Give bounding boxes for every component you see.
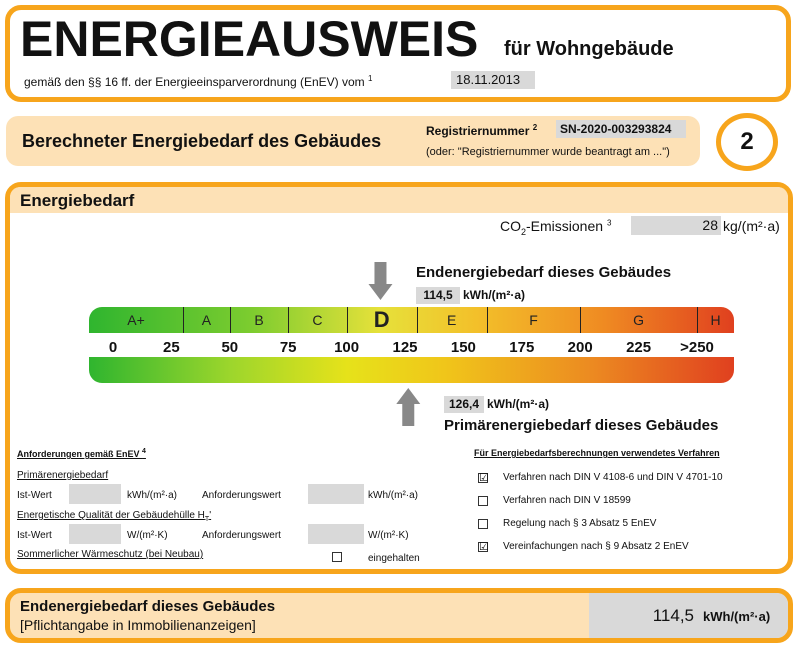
footnote-mark: 1 xyxy=(367,74,373,83)
energy-class-d: D xyxy=(373,307,390,332)
reg-number-label xyxy=(426,123,537,138)
reg-note: (oder: "Registriernummer wurde beantragt am ...") xyxy=(426,146,670,158)
end-energy-unit: kWh/(m²·a) xyxy=(463,288,525,302)
primary-energy-unit: kWh/(m²·a) xyxy=(487,397,549,411)
co2-unit: kg/(m²·a) xyxy=(723,218,780,234)
co2-label-pre: CO xyxy=(500,218,521,234)
energy-section-title: Energiebedarf xyxy=(20,191,135,210)
procedure-checkbox-4[interactable]: ☑ xyxy=(479,541,489,553)
page-number-badge: 2 xyxy=(716,113,778,171)
quality-anf-unit: W/(m²·K) xyxy=(368,530,409,541)
primary-anf-field xyxy=(308,484,364,504)
requirements-footnote: 4 xyxy=(142,448,146,455)
class-separator xyxy=(487,307,488,333)
procedure-label-1: Verfahren nach DIN V 4108-6 und DIN V 4701-10 xyxy=(503,472,723,483)
document-title: ENERGIEAUSWEIS xyxy=(20,11,479,67)
co2-label xyxy=(500,218,611,237)
energy-class-h: H xyxy=(710,312,721,328)
primary-requirement-heading: Primärenergiebedarf xyxy=(17,470,109,481)
class-separator xyxy=(580,307,581,333)
scale-tick-label: 125 xyxy=(392,339,418,356)
quality-heading-text: Energetische Qualität der Gebäudehülle H xyxy=(17,510,205,521)
primary-anf-unit: kWh/(m²·a) xyxy=(368,490,418,501)
energy-class-a: A xyxy=(201,312,212,328)
class-separator xyxy=(417,307,418,333)
legal-line xyxy=(24,74,372,89)
issue-date-field: 18.11.2013 xyxy=(451,71,535,89)
co2-value-field: 28 xyxy=(631,216,721,235)
quality-sub: T xyxy=(204,516,210,523)
quality-heading xyxy=(17,510,211,523)
energy-class-c: C xyxy=(312,312,323,328)
procedures-title: Für Energiebedarfsberechnungen verwendetes Verfahren xyxy=(474,448,720,458)
summer-protection-kept: eingehalten xyxy=(368,553,420,564)
document-subtitle: für Wohngebäude xyxy=(504,38,674,60)
class-separator xyxy=(183,307,184,333)
reg-label-text: Registriernummer xyxy=(426,124,530,138)
class-separator xyxy=(230,307,231,333)
end-energy-arrow xyxy=(0,262,800,302)
summer-protection-label: Sommerlicher Wärmeschutz (bei Neubau) xyxy=(17,549,204,560)
energy-class-b: B xyxy=(254,312,264,328)
quality-anf-field xyxy=(308,524,364,544)
end-energy-value-field: 114,5 xyxy=(416,287,460,304)
scale-tick-label: 100 xyxy=(334,339,360,356)
scale-tick-label: 25 xyxy=(163,339,180,356)
scale-tick-label: 225 xyxy=(626,339,652,356)
quality-ist-field xyxy=(69,524,121,544)
requirements-title-text: Anforderungen gemäß EnEV xyxy=(17,449,140,459)
quality-ist-unit: W/(m²·K) xyxy=(127,530,168,541)
section-bar-title: Berechneter Energiebedarf des Gebäudes xyxy=(22,131,382,151)
legal-text: gemäß den §§ 16 ff. der Energieeinsparverordnung (EnEV) vom xyxy=(24,75,365,89)
co2-sub: 2 xyxy=(521,226,527,237)
footer-note: [Pflichtangabe in Immobilienanzeigen] xyxy=(20,617,256,633)
primary-energy-value-field: 126,4 xyxy=(444,396,484,413)
scale-tick-label: 200 xyxy=(567,339,593,356)
class-separator xyxy=(288,307,289,333)
quality-tail: ' xyxy=(209,510,212,521)
scale-tick-label: 75 xyxy=(279,339,297,356)
footer-unit: kWh/(m²·a) xyxy=(703,609,771,624)
procedure-label-3: Regelung nach § 3 Absatz 5 EnEV xyxy=(503,518,657,529)
energy-class-f: F xyxy=(529,312,538,328)
procedure-label-2: Verfahren nach DIN V 18599 xyxy=(503,495,631,506)
quality-anf-label: Anforderungswert xyxy=(202,530,281,541)
procedure-checkbox-3[interactable] xyxy=(478,519,488,529)
scale-tick-label: 50 xyxy=(221,339,239,356)
requirements-title xyxy=(17,448,146,459)
energy-class-a-plus: A+ xyxy=(127,312,145,328)
procedure-label-4: Vereinfachungen nach § 9 Absatz 2 EnEV xyxy=(503,541,689,552)
procedure-checkbox-2[interactable] xyxy=(478,496,488,506)
footer-value: 114,5 xyxy=(652,606,694,625)
class-separator xyxy=(697,307,698,333)
procedure-checkbox-1[interactable]: ☑ xyxy=(479,472,489,484)
scale-tick-label: >250 xyxy=(680,339,714,356)
reg-number-field: SN-2020-003293824 xyxy=(556,120,686,138)
scale-tick-label: 0 xyxy=(108,339,118,356)
primary-anf-label: Anforderungswert xyxy=(202,490,281,501)
primary-ist-field xyxy=(69,484,121,504)
reg-footnote: 2 xyxy=(532,123,538,132)
quality-ist-label: Ist-Wert xyxy=(17,530,52,541)
end-energy-title: Endenergiebedarf dieses Gebäudes xyxy=(416,264,672,281)
class-separator xyxy=(347,307,348,333)
co2-footnote: 3 xyxy=(606,218,612,228)
primary-energy-scale xyxy=(89,357,734,383)
energy-class-e: E xyxy=(447,312,457,328)
footer-title: Endenergiebedarf dieses Gebäudes xyxy=(20,598,276,615)
summer-protection-checkbox[interactable] xyxy=(332,552,342,562)
scale-tick-label: 150 xyxy=(450,339,476,356)
primary-ist-label: Ist-Wert xyxy=(17,490,52,501)
primary-ist-unit: kWh/(m²·a) xyxy=(127,490,177,501)
co2-label-post: -Emissionen xyxy=(526,218,604,234)
scale-tick-label: 175 xyxy=(509,339,535,356)
energy-class-scale xyxy=(89,307,734,333)
energy-class-g: G xyxy=(633,312,645,328)
primary-energy-title: Primärenergiebedarf dieses Gebäudes xyxy=(444,417,719,434)
